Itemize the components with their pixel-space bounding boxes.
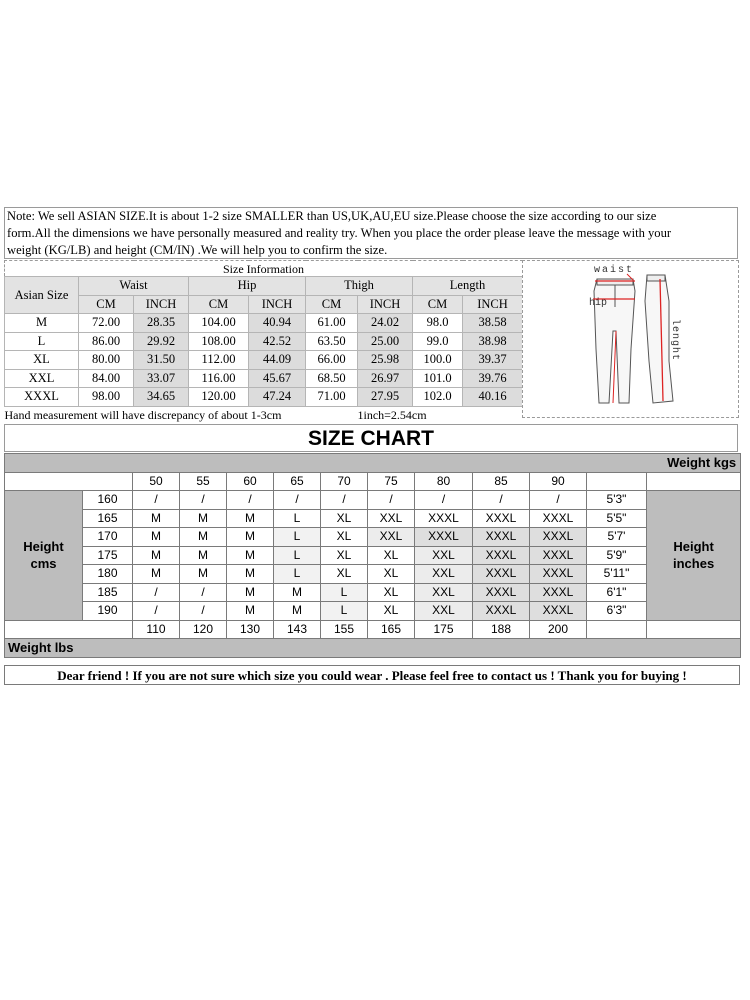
unit-header: INCH [249, 295, 306, 314]
height-inches-label-line: inches [672, 556, 715, 572]
size-guide [4, 207, 740, 685]
blank-cell [5, 472, 133, 491]
measurement-cell: 102.0 [413, 388, 463, 407]
recommended-size-cell: XXXL [415, 509, 473, 528]
table-row [5, 314, 523, 333]
unit-header: CM [79, 295, 134, 314]
measurement-cell: 104.00 [189, 314, 249, 333]
recommended-size-cell: XL [368, 602, 415, 621]
size-information-table [4, 260, 523, 424]
recommended-size-cell: XXL [415, 602, 473, 621]
measurement-cell: 42.52 [249, 332, 306, 351]
recommended-size-cell: XXL [368, 509, 415, 528]
measurement-cell: 45.67 [249, 369, 306, 388]
hip-label: hip [589, 298, 608, 309]
inch-conversion-note: 1inch=2.54cm [358, 406, 523, 424]
recommended-size-cell: M [227, 565, 274, 584]
recommended-size-cell: XL [368, 565, 415, 584]
weight-lbs-label: Weight lbs [5, 639, 741, 658]
measurement-footnote: Hand measurement will have discrepancy of about 1-3cm [5, 406, 358, 424]
pants-diagram [522, 260, 739, 418]
recommended-size-cell: XXXL [530, 509, 587, 528]
blank-cell [587, 472, 647, 491]
measurement-cell: 112.00 [189, 351, 249, 370]
size-label: L [5, 332, 79, 351]
weight-lb-value: 155 [321, 620, 368, 639]
measurement-cell: 25.00 [358, 332, 413, 351]
size-chart-table [4, 453, 741, 658]
measurement-cell: 24.02 [358, 314, 413, 333]
weight-lb-value: 130 [227, 620, 274, 639]
measurement-cell: 34.65 [134, 388, 189, 407]
height-inches-label-line: Height [673, 539, 714, 555]
weight-lb-value: 175 [415, 620, 473, 639]
recommended-size-cell: M [180, 509, 227, 528]
weight-kg-value: 65 [274, 472, 321, 491]
recommended-size-cell: XXXL [530, 546, 587, 565]
blank-cell [647, 620, 741, 639]
recommended-size-cell: XL [368, 583, 415, 602]
recommended-size-cell: M [133, 565, 180, 584]
length-label: lenght [669, 319, 680, 362]
table-row [5, 332, 523, 351]
recommended-size-cell: M [227, 602, 274, 621]
height-inch-value: 5'5" [587, 509, 647, 528]
recommended-size-cell: XXXL [473, 546, 530, 565]
unit-header: CM [189, 295, 249, 314]
measurement-cell: 98.0 [413, 314, 463, 333]
recommended-size-cell: XXL [368, 528, 415, 547]
waist-header: Waist [79, 277, 189, 296]
recommended-size-cell: / [274, 491, 321, 510]
unit-header: INCH [358, 295, 413, 314]
recommended-size-cell: / [180, 583, 227, 602]
weight-kg-value: 50 [133, 472, 180, 491]
measurement-cell: 72.00 [79, 314, 134, 333]
recommended-size-cell: L [274, 565, 321, 584]
height-cm-value: 190 [83, 602, 133, 621]
measurement-cell: 38.58 [463, 314, 523, 333]
recommended-size-cell: / [530, 491, 587, 510]
measurement-cell: 71.00 [306, 388, 358, 407]
weight-kg-value: 80 [415, 472, 473, 491]
note-line: Note: We sell ASIAN SIZE.It is about 1-2 size SMALLER than US,UK,AU,EU size.Please choose the size according to our size [7, 209, 657, 223]
size-information-title: Size Information [5, 261, 523, 277]
size-chart-title: SIZE CHART [4, 424, 738, 452]
dear-friend-message: Dear friend ! If you are not sure which size you could wear . Please feel free to contact us ! Thank you for buying ! [4, 665, 740, 685]
size-label: XL [5, 351, 79, 370]
recommended-size-cell: M [227, 528, 274, 547]
unit-header: INCH [463, 295, 523, 314]
measurement-cell: 39.37 [463, 351, 523, 370]
height-cm-value: 170 [83, 528, 133, 547]
measurement-cell: 44.09 [249, 351, 306, 370]
table-row [5, 509, 741, 528]
recommended-size-cell: XXL [415, 546, 473, 565]
measurement-cell: 47.24 [249, 388, 306, 407]
recommended-size-cell: XXXL [473, 509, 530, 528]
measurement-cell: 28.35 [134, 314, 189, 333]
measurement-cell: 98.00 [79, 388, 134, 407]
measurement-cell: 39.76 [463, 369, 523, 388]
asian-size-header: Asian Size [5, 277, 79, 314]
measurement-cell: 108.00 [189, 332, 249, 351]
recommended-size-cell: XL [368, 546, 415, 565]
table-row [5, 491, 741, 510]
recommended-size-cell: XL [321, 509, 368, 528]
measurement-cell: 61.00 [306, 314, 358, 333]
height-cms-label-line: Height [23, 539, 64, 555]
measurement-cell: 120.00 [189, 388, 249, 407]
thigh-header: Thigh [306, 277, 413, 296]
recommended-size-cell: XL [321, 546, 368, 565]
recommended-size-cell: M [227, 509, 274, 528]
recommended-size-cell: XL [321, 565, 368, 584]
height-cm-value: 185 [83, 583, 133, 602]
unit-header: INCH [134, 295, 189, 314]
height-cm-value: 165 [83, 509, 133, 528]
recommended-size-cell: L [274, 528, 321, 547]
measurement-cell: 116.00 [189, 369, 249, 388]
waist-label: waist [594, 265, 635, 276]
recommended-size-cell: XXL [415, 583, 473, 602]
recommended-size-cell: XXXL [530, 602, 587, 621]
recommended-size-cell: XXXL [415, 528, 473, 547]
recommended-size-cell: M [133, 546, 180, 565]
height-inch-value: 5'7' [587, 528, 647, 547]
weight-lb-value: 200 [530, 620, 587, 639]
recommended-size-cell: / [180, 491, 227, 510]
recommended-size-cell: M [227, 546, 274, 565]
weight-lb-value: 165 [368, 620, 415, 639]
size-label: M [5, 314, 79, 333]
recommended-size-cell: L [274, 546, 321, 565]
weight-kg-value: 55 [180, 472, 227, 491]
recommended-size-cell: M [180, 546, 227, 565]
measurement-cell: 33.07 [134, 369, 189, 388]
measurement-cell: 84.00 [79, 369, 134, 388]
measurement-cell: 29.92 [134, 332, 189, 351]
recommended-size-cell: M [133, 528, 180, 547]
table-row [5, 583, 741, 602]
measurement-cell: 25.98 [358, 351, 413, 370]
table-row [5, 369, 523, 388]
measurement-cell: 63.50 [306, 332, 358, 351]
size-label: XXL [5, 369, 79, 388]
recommended-size-cell: M [274, 602, 321, 621]
blank-cell [587, 620, 647, 639]
length-header: Length [413, 277, 523, 296]
size-note [4, 207, 738, 259]
measurement-cell: 99.0 [413, 332, 463, 351]
recommended-size-cell: M [180, 565, 227, 584]
height-inches-label [647, 491, 741, 621]
table-row [5, 602, 741, 621]
note-line: form.All the dimensions we have personally measured and reality try. When you place the order please leave the message with your [7, 226, 672, 240]
recommended-size-cell: XL [321, 528, 368, 547]
recommended-size-cell: XXXL [473, 528, 530, 547]
table-row [5, 388, 523, 407]
recommended-size-cell: / [133, 491, 180, 510]
height-cms-label-line: cms [30, 556, 57, 572]
height-cm-value: 175 [83, 546, 133, 565]
measurement-cell: 40.94 [249, 314, 306, 333]
blank-cell [647, 472, 741, 491]
recommended-size-cell: XXXL [530, 565, 587, 584]
weight-lb-value: 120 [180, 620, 227, 639]
recommended-size-cell: L [321, 602, 368, 621]
recommended-size-cell: XXXL [473, 602, 530, 621]
height-cms-label [5, 491, 83, 621]
recommended-size-cell: / [227, 491, 274, 510]
weight-kg-value: 60 [227, 472, 274, 491]
height-inch-value: 5'3" [587, 491, 647, 510]
note-line: weight (KG/LB) and height (CM/IN) .We will help you to confirm the size. [7, 243, 388, 257]
weight-kg-value: 75 [368, 472, 415, 491]
weight-kg-value: 90 [530, 472, 587, 491]
recommended-size-cell: / [415, 491, 473, 510]
recommended-size-cell: L [321, 583, 368, 602]
weight-kg-value: 85 [473, 472, 530, 491]
measurement-cell: 100.0 [413, 351, 463, 370]
table-row [5, 565, 741, 584]
recommended-size-cell: L [274, 509, 321, 528]
measurement-cell: 31.50 [134, 351, 189, 370]
unit-header: CM [306, 295, 358, 314]
recommended-size-cell: XXL [415, 565, 473, 584]
height-cm-value: 160 [83, 491, 133, 510]
recommended-size-cell: XXXL [473, 583, 530, 602]
recommended-size-cell: XXXL [530, 528, 587, 547]
table-row [5, 351, 523, 370]
height-cm-value: 180 [83, 565, 133, 584]
height-inch-value: 6'1" [587, 583, 647, 602]
blank-cell [5, 620, 133, 639]
measurement-cell: 68.50 [306, 369, 358, 388]
table-row [5, 546, 741, 565]
table-row [5, 528, 741, 547]
unit-header: CM [413, 295, 463, 314]
recommended-size-cell: M [133, 509, 180, 528]
measurement-cell: 38.98 [463, 332, 523, 351]
pants-illustration [523, 261, 738, 417]
recommended-size-cell: M [227, 583, 274, 602]
weight-kg-value: 70 [321, 472, 368, 491]
weight-lb-value: 110 [133, 620, 180, 639]
measurement-cell: 26.97 [358, 369, 413, 388]
measurement-cell: 101.0 [413, 369, 463, 388]
measurement-cell: 27.95 [358, 388, 413, 407]
recommended-size-cell: XXXL [530, 583, 587, 602]
recommended-size-cell: / [133, 602, 180, 621]
recommended-size-cell: / [180, 602, 227, 621]
measurement-cell: 86.00 [79, 332, 134, 351]
recommended-size-cell: / [473, 491, 530, 510]
recommended-size-cell: / [133, 583, 180, 602]
recommended-size-cell: XXXL [473, 565, 530, 584]
weight-lb-value: 188 [473, 620, 530, 639]
size-label: XXXL [5, 388, 79, 407]
height-inch-value: 6'3" [587, 602, 647, 621]
weight-lb-value: 143 [274, 620, 321, 639]
measurement-cell: 80.00 [79, 351, 134, 370]
height-inch-value: 5'11" [587, 565, 647, 584]
recommended-size-cell: M [180, 528, 227, 547]
weight-kgs-label: Weight kgs [5, 454, 741, 473]
recommended-size-cell: / [368, 491, 415, 510]
measurement-cell: 40.16 [463, 388, 523, 407]
recommended-size-cell: M [274, 583, 321, 602]
recommended-size-cell: / [321, 491, 368, 510]
measurement-cell: 66.00 [306, 351, 358, 370]
hip-header: Hip [189, 277, 306, 296]
height-inch-value: 5'9" [587, 546, 647, 565]
